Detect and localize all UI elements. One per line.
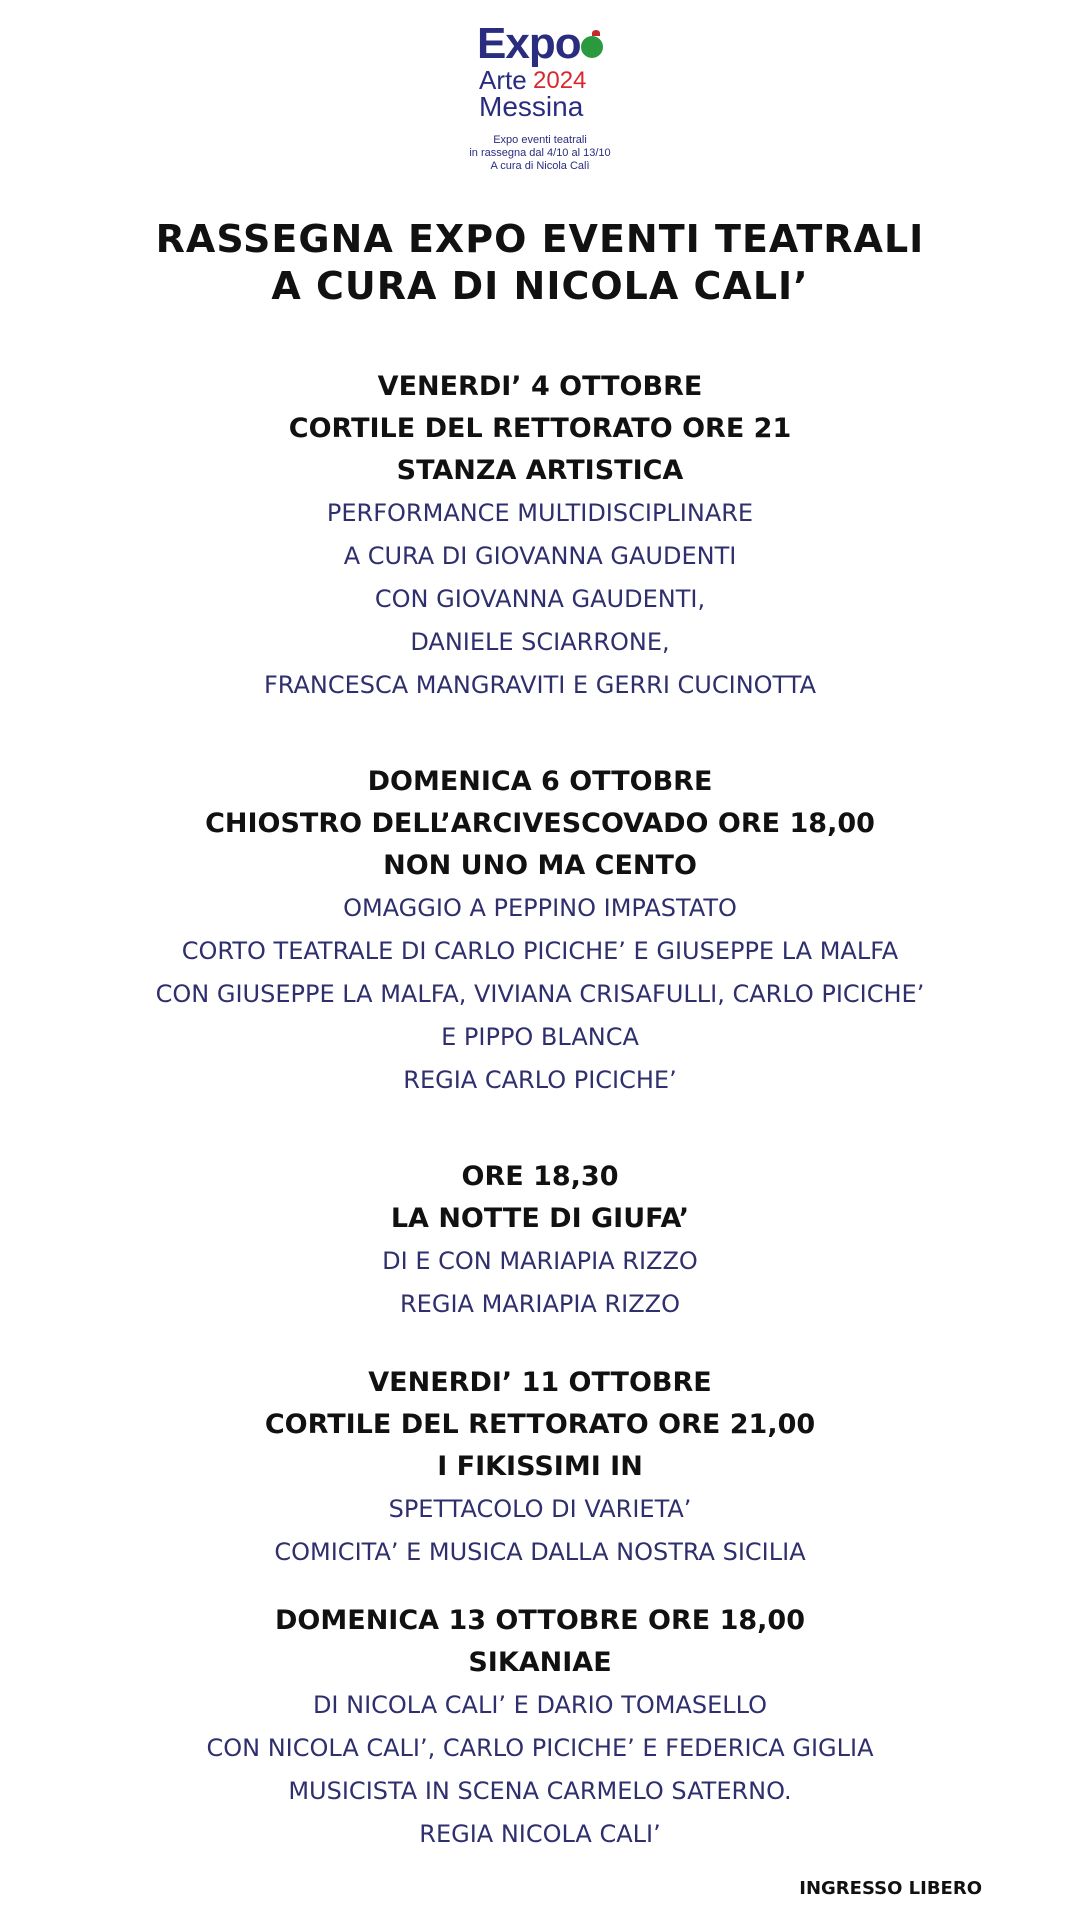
event-heading: DOMENICA 6 OTTOBRE (367, 766, 713, 797)
event-detail: CON GIUSEPPE LA MALFA, VIVIANA CRISAFULLI, CARLO PICICHE’ (155, 980, 925, 1008)
event-heading: NON UNO MA CENTO (383, 850, 697, 881)
logo-caption (0, 134, 1080, 173)
event-heading: STANZA ARTISTICA (396, 455, 684, 486)
event-detail: PERFORMANCE MULTIDISCIPLINARE (326, 499, 754, 527)
event-heading: DOMENICA 13 OTTOBRE ORE 18,00 (275, 1605, 805, 1636)
event-detail: SPETTACOLO DI VARIETA’ (388, 1495, 692, 1523)
event-detail: DANIELE SCIARRONE, (410, 628, 670, 656)
logo-city-text: Messina (479, 91, 584, 122)
event-heading: LA NOTTE DI GIUFA’ (390, 1203, 690, 1234)
event-program (0, 366, 1080, 1856)
logo-caption-line: in rassegna dal 4/10 al 13/10 (469, 147, 611, 159)
event-detail: CON NICOLA CALI’, CARLO PICICHE’ E FEDERICA GIGLIA (206, 1734, 874, 1762)
page-title-line: A CURA DI NICOLA CALI’ (271, 264, 809, 308)
page-title-line: RASSEGNA EXPO EVENTI TEATRALI (155, 217, 925, 261)
event-heading: I FIKISSIMI IN (437, 1451, 643, 1482)
event-detail: DI E CON MARIAPIA RIZZO (382, 1247, 698, 1275)
event-heading: CORTILE DEL RETTORATO ORE 21,00 (264, 1409, 816, 1440)
event-heading: SIKANIAE (468, 1647, 612, 1678)
event-detail: E PIPPO BLANCA (441, 1023, 639, 1051)
event-detail: OMAGGIO A PEPPINO IMPASTATO (343, 894, 737, 922)
event-detail: DI NICOLA CALI’ E DARIO TOMASELLO (312, 1691, 768, 1719)
event-heading: VENERDI’ 11 OTTOBRE (368, 1367, 712, 1398)
event-detail: MUSICISTA IN SCENA CARMELO SATERNO. (288, 1777, 792, 1805)
event-detail: CORTO TEATRALE DI CARLO PICICHE’ E GIUSEPPE LA MALFA (181, 937, 899, 965)
event-detail: REGIA CARLO PICICHE’ (403, 1066, 677, 1094)
logo-year-text: 2024 (533, 67, 587, 94)
event-logo (0, 19, 1080, 173)
free-entry-note: INGRESSO LIBERO (799, 1878, 982, 1899)
event-detail: REGIA MARIAPIA RIZZO (400, 1290, 680, 1318)
event-heading: CHIOSTRO DELL’ARCIVESCOVADO ORE 18,00 (205, 808, 875, 839)
page-title (0, 216, 1080, 310)
event-heading: CORTILE DEL RETTORATO ORE 21 (288, 413, 792, 444)
event-detail: A CURA DI GIOVANNA GAUDENTI (343, 542, 737, 570)
event-heading: VENERDI’ 4 OTTOBRE (377, 371, 703, 402)
event-detail: CON GIOVANNA GAUDENTI, (374, 585, 706, 613)
logo-caption-line: A cura di Nicola Calì (490, 160, 590, 172)
logo-caption-line: Expo eventi teatrali (493, 134, 587, 146)
event-block (0, 366, 1080, 707)
event-block (0, 761, 1080, 1102)
logo-apple-icon (581, 36, 603, 58)
logo-expo-text: Expo (477, 19, 581, 68)
event-block (0, 1156, 1080, 1326)
logo-arte-text: Arte (479, 65, 527, 95)
event-block (0, 1362, 1080, 1574)
event-detail: COMICITA’ E MUSICA DALLA NOSTRA SICILIA (274, 1538, 806, 1566)
event-detail: FRANCESCA MANGRAVITI E GERRI CUCINOTTA (263, 671, 817, 699)
expo-arte-logo (477, 19, 603, 122)
event-detail: REGIA NICOLA CALI’ (419, 1820, 661, 1848)
event-heading: ORE 18,30 (461, 1161, 619, 1192)
event-block (0, 1600, 1080, 1856)
